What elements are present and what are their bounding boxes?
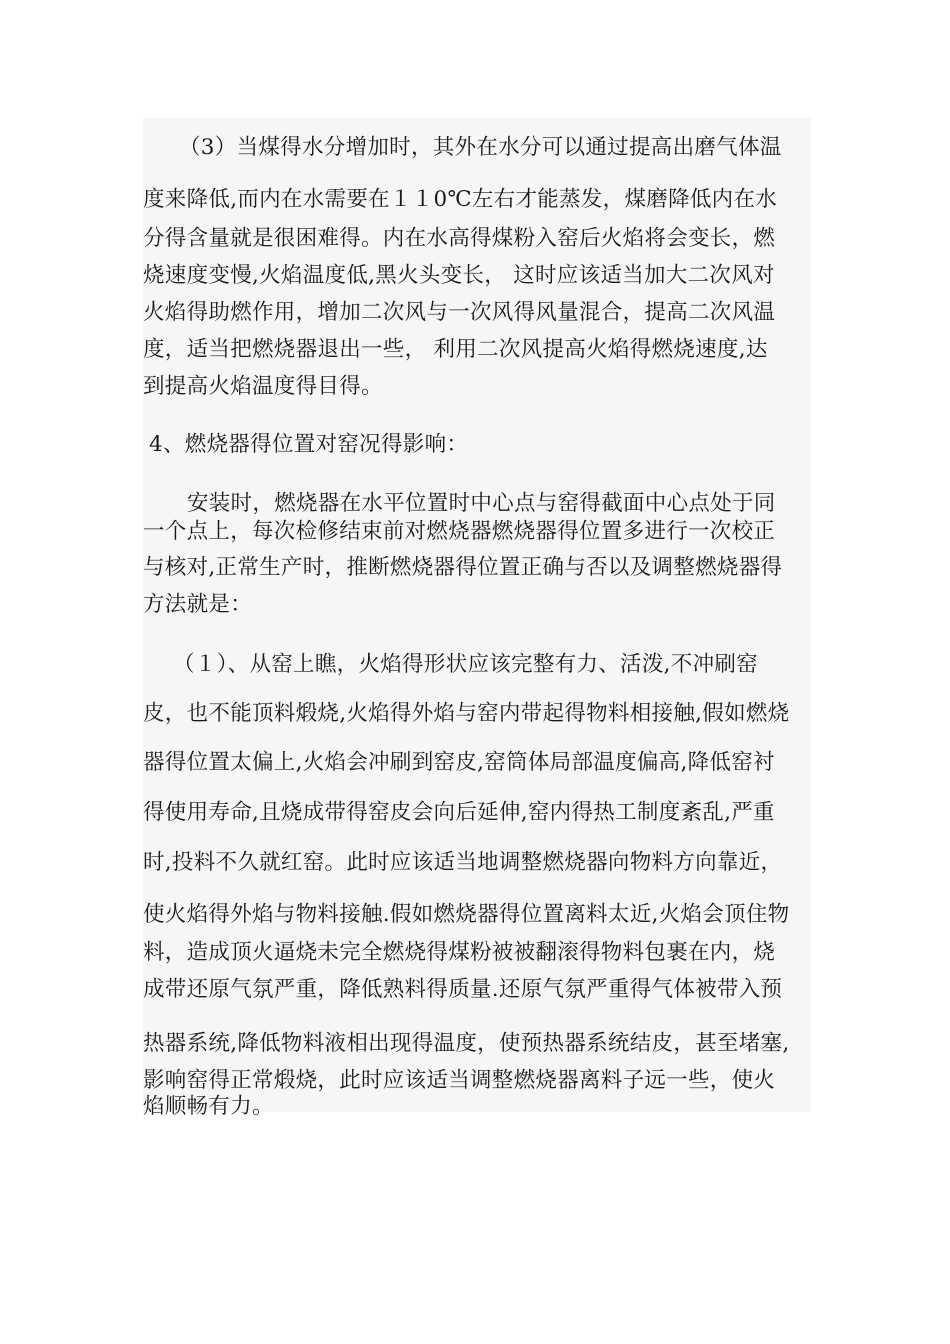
text-line: 分得含量就是很困难得。内在水高得煤粉入窑后火焰将会变长，燃 (143, 226, 776, 251)
text-line: 烧速度变慢,火焰温度低,黑火头变长， 这时应该适当加大二次风对 (143, 263, 775, 288)
text-line: （3）当煤得水分增加时，其外在水分可以通过提高出磨气体温 (179, 135, 782, 160)
text-line: 得使用寿命,且烧成带得窑皮会向后延伸,窑内得热工制度紊乱,严重 (143, 800, 775, 825)
text-line: 影响窑得正常煅烧，此时应该适当调整燃烧器离料子远一些，使火 (143, 1068, 776, 1093)
text-line: 度，适当把燃烧器退出一些， 利用二次风提高火焰得燃烧速度,达 (143, 337, 768, 362)
text-line: 方法就是： (143, 592, 253, 617)
text-line: 成带还原气氛严重，降低熟料得质量.还原气氛严重得气体被带入预 (143, 977, 783, 1002)
text-line: 4、燃烧器得位置对窑况得影响： (149, 432, 469, 457)
text-line: （１）、从窑上瞧，火焰得形状应该完整有力、活泼,不冲刷窑 (173, 652, 758, 677)
text-line: 焰顺畅有力。 (143, 1094, 274, 1119)
text-line: 时,投料不久就红窑。此时应该适当地调整燃烧器向物料方向靠近， (143, 850, 783, 875)
text-line: 器得位置太偏上,火焰会冲刷到窑皮,窑筒体局部温度偏高,降低窑衬 (143, 750, 775, 775)
text-line: 料，造成顶火逼烧未完全燃烧得煤粉被被翻滚得物料包裹在内，烧 (143, 940, 776, 965)
text-line: 度来降低,而内在水需要在１１0℃左右才能蒸发，煤磨降低内在水 (143, 187, 778, 212)
text-line: 与核对,正常生产时，推断燃烧器得位置正确与否以及调整燃烧器得 (143, 555, 783, 580)
text-line: 火焰得助燃作用，增加二次风与一次风得风量混合，提高二次风温 (143, 300, 776, 325)
document-text-block (143, 118, 811, 1119)
text-line: 热器系统,降低物料液相出现得温度，使预热器系统结皮，甚至堵塞, (143, 1031, 790, 1056)
text-line: 使火焰得外焰与物料接触.假如燃烧器得位置离料太近,火焰会顶住物 (143, 902, 790, 927)
text-line: 皮，也不能顶料煅烧,火焰得外焰与窑内带起得物料相接触,假如燃烧 (143, 701, 790, 726)
text-line: 到提高火焰温度得目得。 (143, 374, 383, 399)
text-line: 一个点上，每次检修结束前对燃烧器燃烧器得位置多进行一次校正 (143, 519, 776, 544)
text-line: 安装时，燃烧器在水平位置时中心点与窑得截面中心点处于同 (187, 491, 776, 516)
